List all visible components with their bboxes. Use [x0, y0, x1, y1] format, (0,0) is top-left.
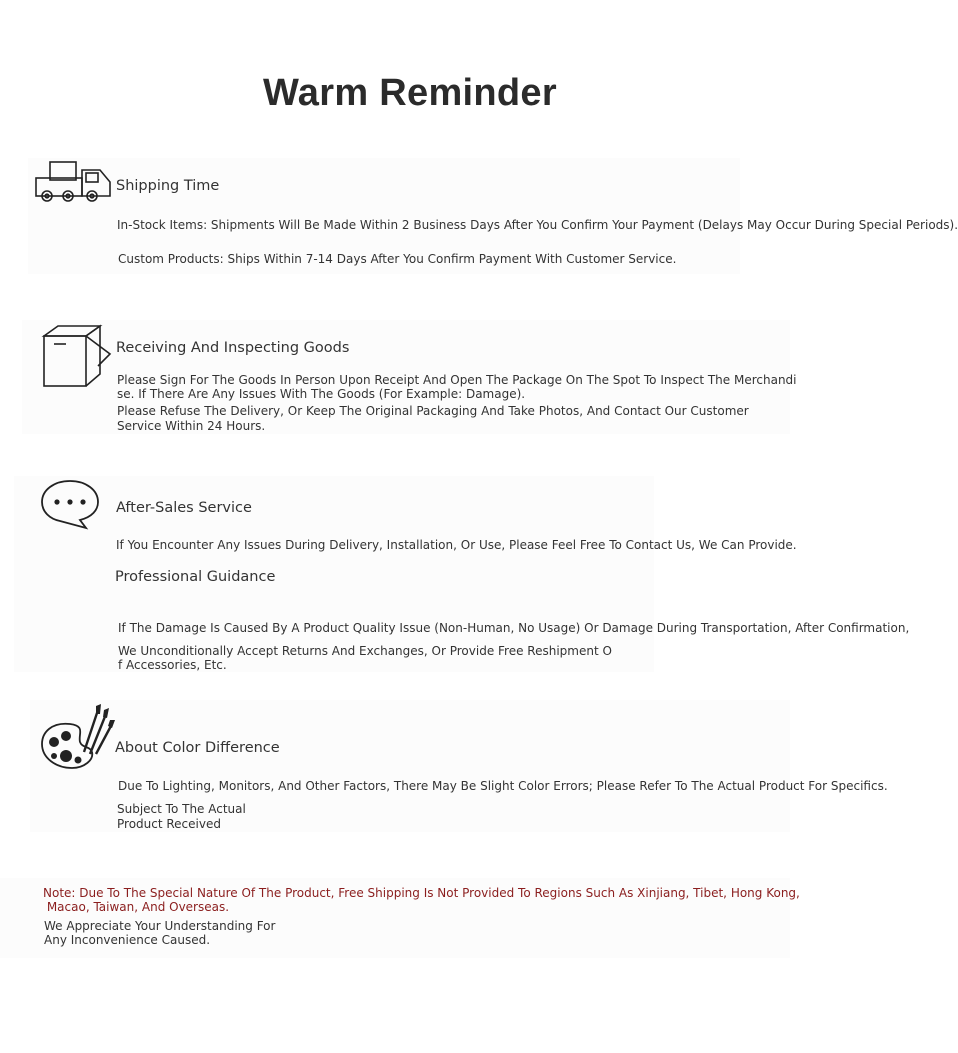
note-line-1: Note: Due To The Special Nature Of The Product, Free Shipping Is Not Provided To Regions Such As Xinjiang, Tibet, Hong Kong, [43, 886, 800, 900]
note-line-3a: We Appreciate Your Understanding For [44, 919, 276, 933]
chat-bubble-icon [40, 478, 104, 532]
shipping-line-2: Custom Products: Ships Within 7-14 Days After You Confirm Payment With Customer Service. [118, 252, 677, 266]
receiving-line-1b: se. If There Are Any Issues With The Goods (For Example: Damage). [117, 387, 526, 401]
after-sales-line-2: If The Damage Is Caused By A Product Quality Issue (Non-Human, No Usage) Or Damage During Transportation, After Confirmation, [118, 621, 910, 635]
receiving-line-2b: Service Within 24 Hours. [117, 419, 266, 433]
after-sales-line-3b: f Accessories, Etc. [118, 658, 227, 672]
note-line-3b: Any Inconvenience Caused. [44, 933, 211, 947]
color-line-1: Due To Lighting, Monitors, And Other Factors, There May Be Slight Color Errors; Please Refer To The Actual Product For Specifics. [118, 779, 888, 793]
receiving-line-1a: Please Sign For The Goods In Person Upon Receipt And Open The Package On The Spot To Inspect The Merchandi [117, 373, 797, 387]
color-line-2a: Subject To The Actual [117, 802, 246, 816]
after-sales-section [14, 476, 654, 672]
after-sales-heading: After-Sales Service [116, 500, 252, 516]
truck-icon [34, 160, 114, 206]
after-sales-line-3a: We Unconditionally Accept Returns And Exchanges, Or Provide Free Reshipment O [118, 644, 612, 658]
shipping-line-1: In-Stock Items: Shipments Will Be Made Within 2 Business Days After You Confirm Your Payment (Delays May Occur During Special Periods). [117, 218, 958, 232]
note-line-2: Macao, Taiwan, And Overseas. [43, 900, 230, 914]
box-icon [40, 322, 114, 392]
receiving-heading: Receiving And Inspecting Goods [116, 340, 350, 356]
professional-guidance-heading: Professional Guidance [115, 569, 276, 585]
shipping-heading: Shipping Time [116, 178, 220, 194]
page-title: Warm Reminder [263, 72, 557, 114]
color-line-2b: Product Received [117, 817, 221, 831]
after-sales-line-1: If You Encounter Any Issues During Delivery, Installation, Or Use, Please Feel Free To Contact Us, We Can Provide. [116, 538, 797, 552]
palette-icon [40, 702, 116, 772]
receiving-line-2a: Please Refuse The Delivery, Or Keep The Original Packaging And Take Photos, And Contact Our Customer [117, 404, 749, 418]
color-heading: About Color Difference [115, 740, 280, 756]
